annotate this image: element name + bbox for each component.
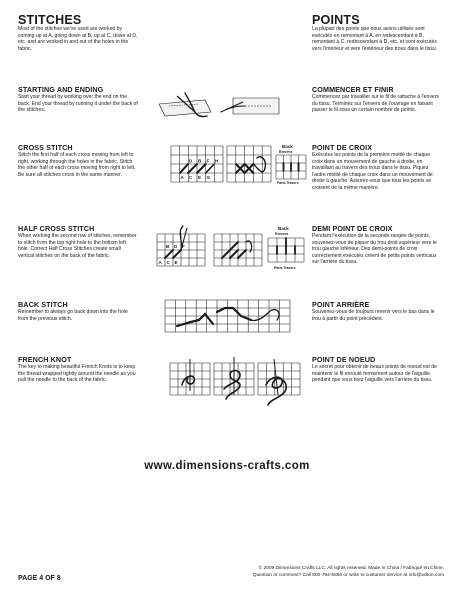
parts-travers-label: Parts Travers <box>277 181 299 185</box>
stitches-title: STITCHES <box>18 13 82 27</box>
french-knot-diagram <box>170 355 302 407</box>
point-de-noeud-text: Le secret pour obtenir de beaux points de noeud est de maintenir le fil enroulé fermement autour de l'aiguille pendant que vous tirez l'aiguille vers l'arrière du tissu. <box>312 364 437 383</box>
half-label-b: B <box>166 244 170 249</box>
half-label-e: E <box>174 260 178 265</box>
point-de-croix-text: Exécutez les points de la première moitié de chaque croix dans un mouvement de gauche à droite, en travaillant au travers des trous dans le tissu. Piquez l'autre moitié de chaque croix dans un mouvement de droite à gauche. Assurez-vous que tous les points se croisent de la même manière. <box>312 152 433 191</box>
fabric-front-illustration <box>159 93 211 117</box>
cross-label-b: B <box>198 158 202 164</box>
demi-point-text: Pendant l'exécution de la seconde rangée de points, souvenez-vous de piquer du trou droit supérieur vers le trou gauche inférieur. Des demi-points de croix correctement exécutés créent de petits points verticaux sur l'arrière du tissu. <box>312 233 437 265</box>
half-cross-text: When working the second row of stitches, remember to stitch from the top right hole to the bottom left hole. Correct Half Cross Stitches create small vertical stitches on the back of the fabric. <box>18 233 137 259</box>
back-stitch-heading: BACK STITCH <box>18 300 68 309</box>
french-knot-heading: FRENCH KNOT <box>18 355 72 364</box>
half-envers-label: Envers <box>275 231 289 236</box>
cross-label-h: H <box>215 158 219 164</box>
point-de-croix-heading: POINT DE CROIX <box>312 143 373 152</box>
cross-label-e: E <box>198 175 202 180</box>
cross-stitch-back-diagram <box>276 144 306 184</box>
cross-stitch-heading: CROSS STITCH <box>18 143 73 152</box>
back-stitch-diagram <box>165 298 290 334</box>
cross-stitch-second-diagram <box>227 146 271 182</box>
points-intro: La plupart des points que nous avons utilisés sont exécutés en remontant à A, en redescendant à B, remontant à C, redescendant à D, etc. et sont exécutés vers l'intérieur et vers l'extérieur des trous dans le tissu. <box>312 26 438 52</box>
website-url[interactable]: www.dimensions-crafts.com <box>144 460 310 472</box>
copyright-line: © 2009 Dimensions Crafts LLC. All rights reserved. Made in China / Fabriqué en Chine. <box>258 566 444 571</box>
cross-label-d: D <box>189 158 193 164</box>
page-number: PAGE 4 OF 8 <box>18 575 61 582</box>
half-cross-second-diagram <box>214 232 262 268</box>
cross-label-f: F <box>206 158 210 164</box>
stitches-intro: Most of the stitches we've used are worked by coming up at A, going down at B, up at C, down at D, etc. and are worked in and out of the holes in the fabric. <box>18 26 138 52</box>
point-arriere-heading: POINT ARRIÈRE <box>312 300 370 309</box>
half-label-f: F <box>182 244 185 249</box>
commencer-heading: COMMENCER ET FINIR <box>312 85 394 94</box>
point-de-noeud-heading: POINT DE NOEUD <box>312 355 376 364</box>
starting-ending-diagram <box>155 88 285 126</box>
points-title: POINTS <box>312 13 360 27</box>
cross-stitch-front-diagram <box>171 146 223 182</box>
back-label: Back <box>282 144 293 149</box>
fabric-back-illustration <box>221 98 279 114</box>
half-cross-back-diagram <box>268 226 304 272</box>
half-label-a: A <box>158 260 162 265</box>
contact-line: Question or comment? Call 800-794-5866 or write to customer service at info@wilton.com <box>252 573 444 578</box>
half-label-d: D <box>174 244 178 249</box>
half-label-c: C <box>166 260 170 265</box>
back-stitch-text: Remember to always go back down into the hole from the previous stitch. <box>18 309 128 322</box>
half-back-label: Back <box>278 226 289 231</box>
demi-point-heading: DEMI POINT DE CROIX <box>312 224 393 233</box>
starting-ending-heading: STARTING AND ENDING <box>18 85 104 94</box>
half-parts-travers-label: Parts Travers <box>274 266 296 270</box>
cross-stitch-text: Stitch the first half of each cross moving from left to right, working through the holes in the fabric. Stitch the other half of each cross moving from right to left. Be sure all stitches cross in the same manner. <box>18 152 136 178</box>
envers-label: Envers <box>279 149 293 154</box>
french-knot-text: The key to making beautiful French Knots is to keep the thread wrapped tightly around the needle as you pull the needle to the back of the fabric. <box>18 364 136 383</box>
cross-label-g: G <box>206 175 211 180</box>
point-arriere-text: Souvenez-vous de toujours revenir vers le bas dans le trou à partir du point précédent. <box>312 309 435 322</box>
half-cross-front-diagram <box>157 226 205 270</box>
commencer-text: Commencez par travailler sur le fil de rattache à l'envers du tissu. Terminez sur l'envers de l'ouvrage en faisant passer le fil sous un certain nombre de points. <box>312 94 439 113</box>
half-cross-heading: HALF CROSS STITCH <box>18 224 95 233</box>
starting-ending-text: Start your thread by working over the end on the back. End your thread by running it under the back of the stitches. <box>18 94 138 113</box>
cross-label-a: A <box>180 175 184 180</box>
cross-label-c: C <box>189 175 193 180</box>
